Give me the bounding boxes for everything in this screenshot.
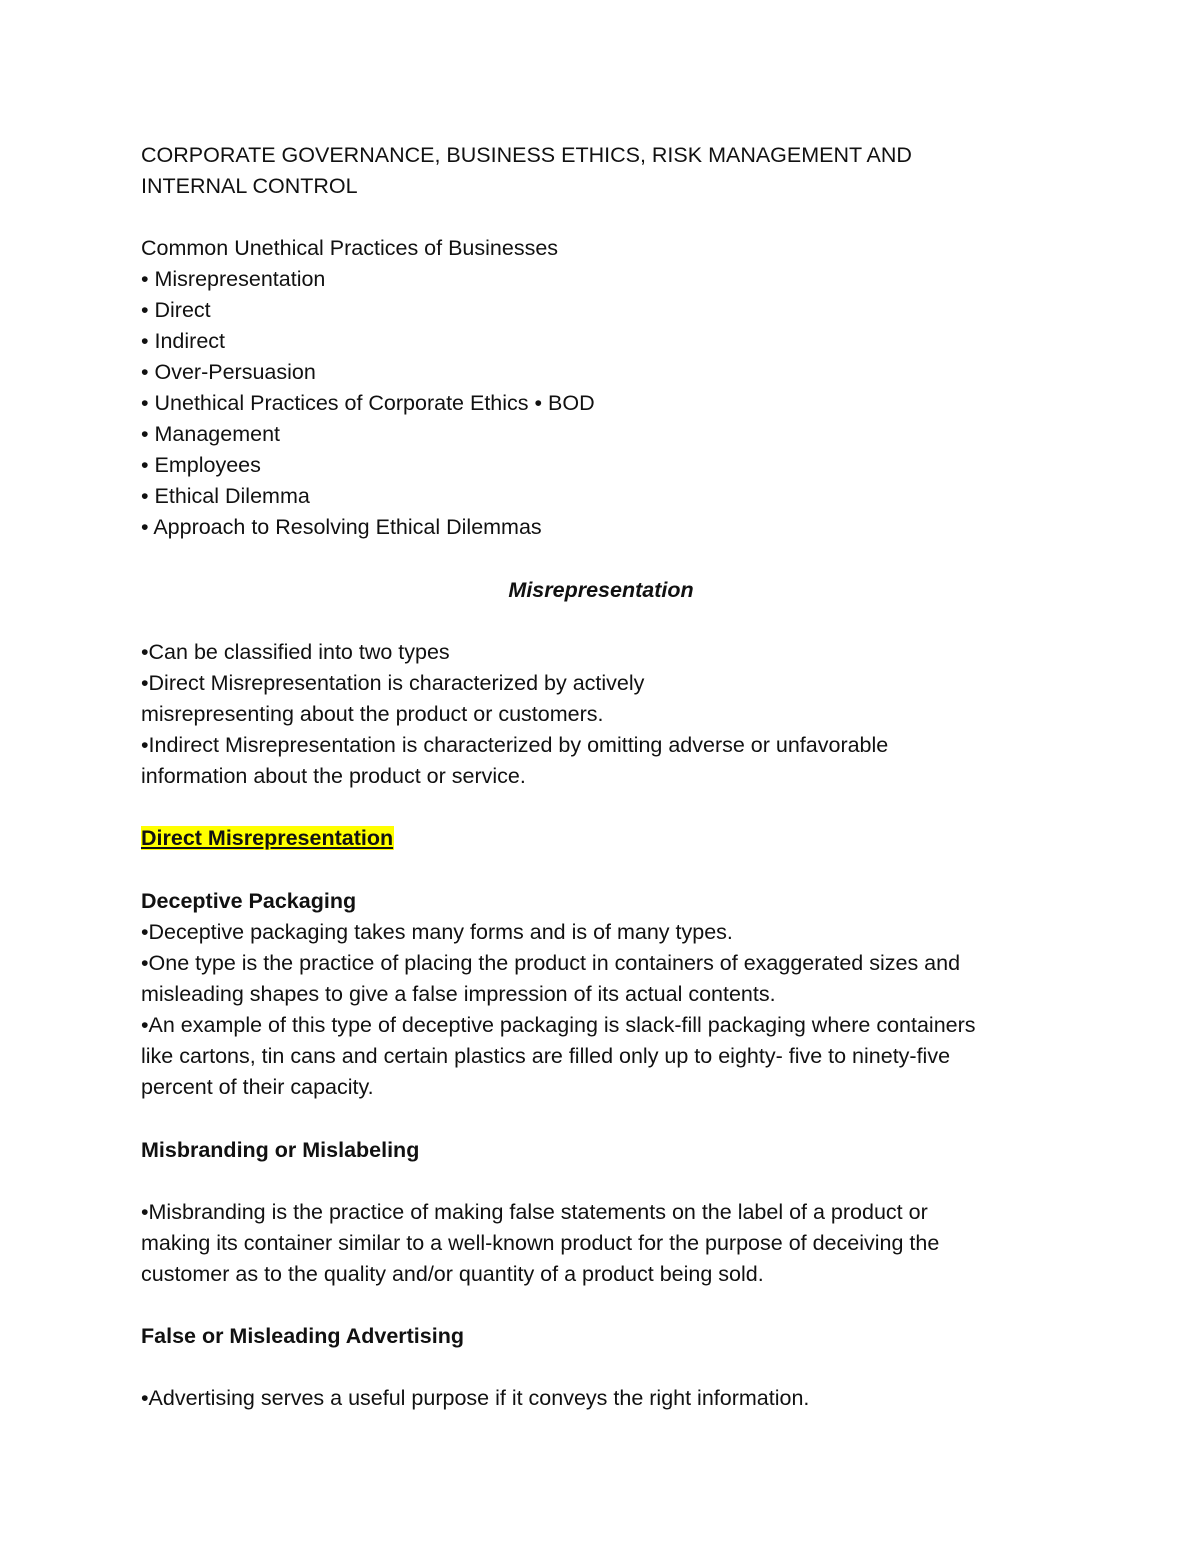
document-title-line-1: CORPORATE GOVERNANCE, BUSINESS ETHICS, RISK MANAGEMENT AND — [141, 143, 912, 167]
paragraph-line: making its container similar to a well-known product for the purpose of deceiving the — [141, 1231, 940, 1255]
paragraph-line: •Can be classified into two types — [141, 640, 450, 664]
document-title-line-2: INTERNAL CONTROL — [141, 174, 358, 198]
paragraph-line: information about the product or service. — [141, 764, 526, 788]
highlighted-heading-text: Direct Misrepresentation — [141, 826, 394, 850]
list-item: • Direct — [141, 298, 211, 322]
paragraph-line: •Direct Misrepresentation is characterized by actively — [141, 671, 645, 695]
misbranding-heading: Misbranding or Mislabeling — [141, 1138, 420, 1162]
paragraph-line: misrepresenting about the product or customers. — [141, 702, 604, 726]
paragraph-line: •One type is the practice of placing the product in containers of exaggerated sizes and — [141, 951, 961, 975]
misrepresentation-heading: Misrepresentation — [508, 578, 694, 602]
list-item: • Indirect — [141, 329, 226, 353]
list-item: • Management — [141, 422, 280, 446]
paragraph-line: •Indirect Misrepresentation is characterized by omitting adverse or unfavorable — [141, 733, 889, 757]
paragraph-line: misleading shapes to give a false impression of its actual contents. — [141, 982, 776, 1006]
paragraph-line: •Misbranding is the practice of making false statements on the label of a product or — [141, 1200, 928, 1224]
intro-heading: Common Unethical Practices of Businesses — [141, 236, 559, 260]
list-item: • Approach to Resolving Ethical Dilemmas — [141, 515, 542, 539]
list-item: • Unethical Practices of Corporate Ethics • BOD — [141, 391, 595, 415]
paragraph-line: percent of their capacity. — [141, 1075, 374, 1099]
paragraph-line: customer as to the quality and/or quantity of a product being sold. — [141, 1262, 764, 1286]
deceptive-packaging-heading: Deceptive Packaging — [141, 889, 357, 913]
paragraph-line: •Deceptive packaging takes many forms and is of many types. — [141, 920, 733, 944]
list-item: • Ethical Dilemma — [141, 484, 310, 508]
paragraph-line: •Advertising serves a useful purpose if it conveys the right information. — [141, 1386, 810, 1410]
direct-misrepresentation-heading — [141, 823, 394, 854]
list-item: • Employees — [141, 453, 261, 477]
paragraph-line: like cartons, tin cans and certain plastics are filled only up to eighty- five to ninety-five — [141, 1044, 951, 1068]
list-item: • Misrepresentation — [141, 267, 326, 291]
paragraph-line: •An example of this type of deceptive packaging is slack-fill packaging where containers — [141, 1013, 976, 1037]
list-item: • Over-Persuasion — [141, 360, 316, 384]
false-advertising-heading: False or Misleading Advertising — [141, 1324, 464, 1348]
